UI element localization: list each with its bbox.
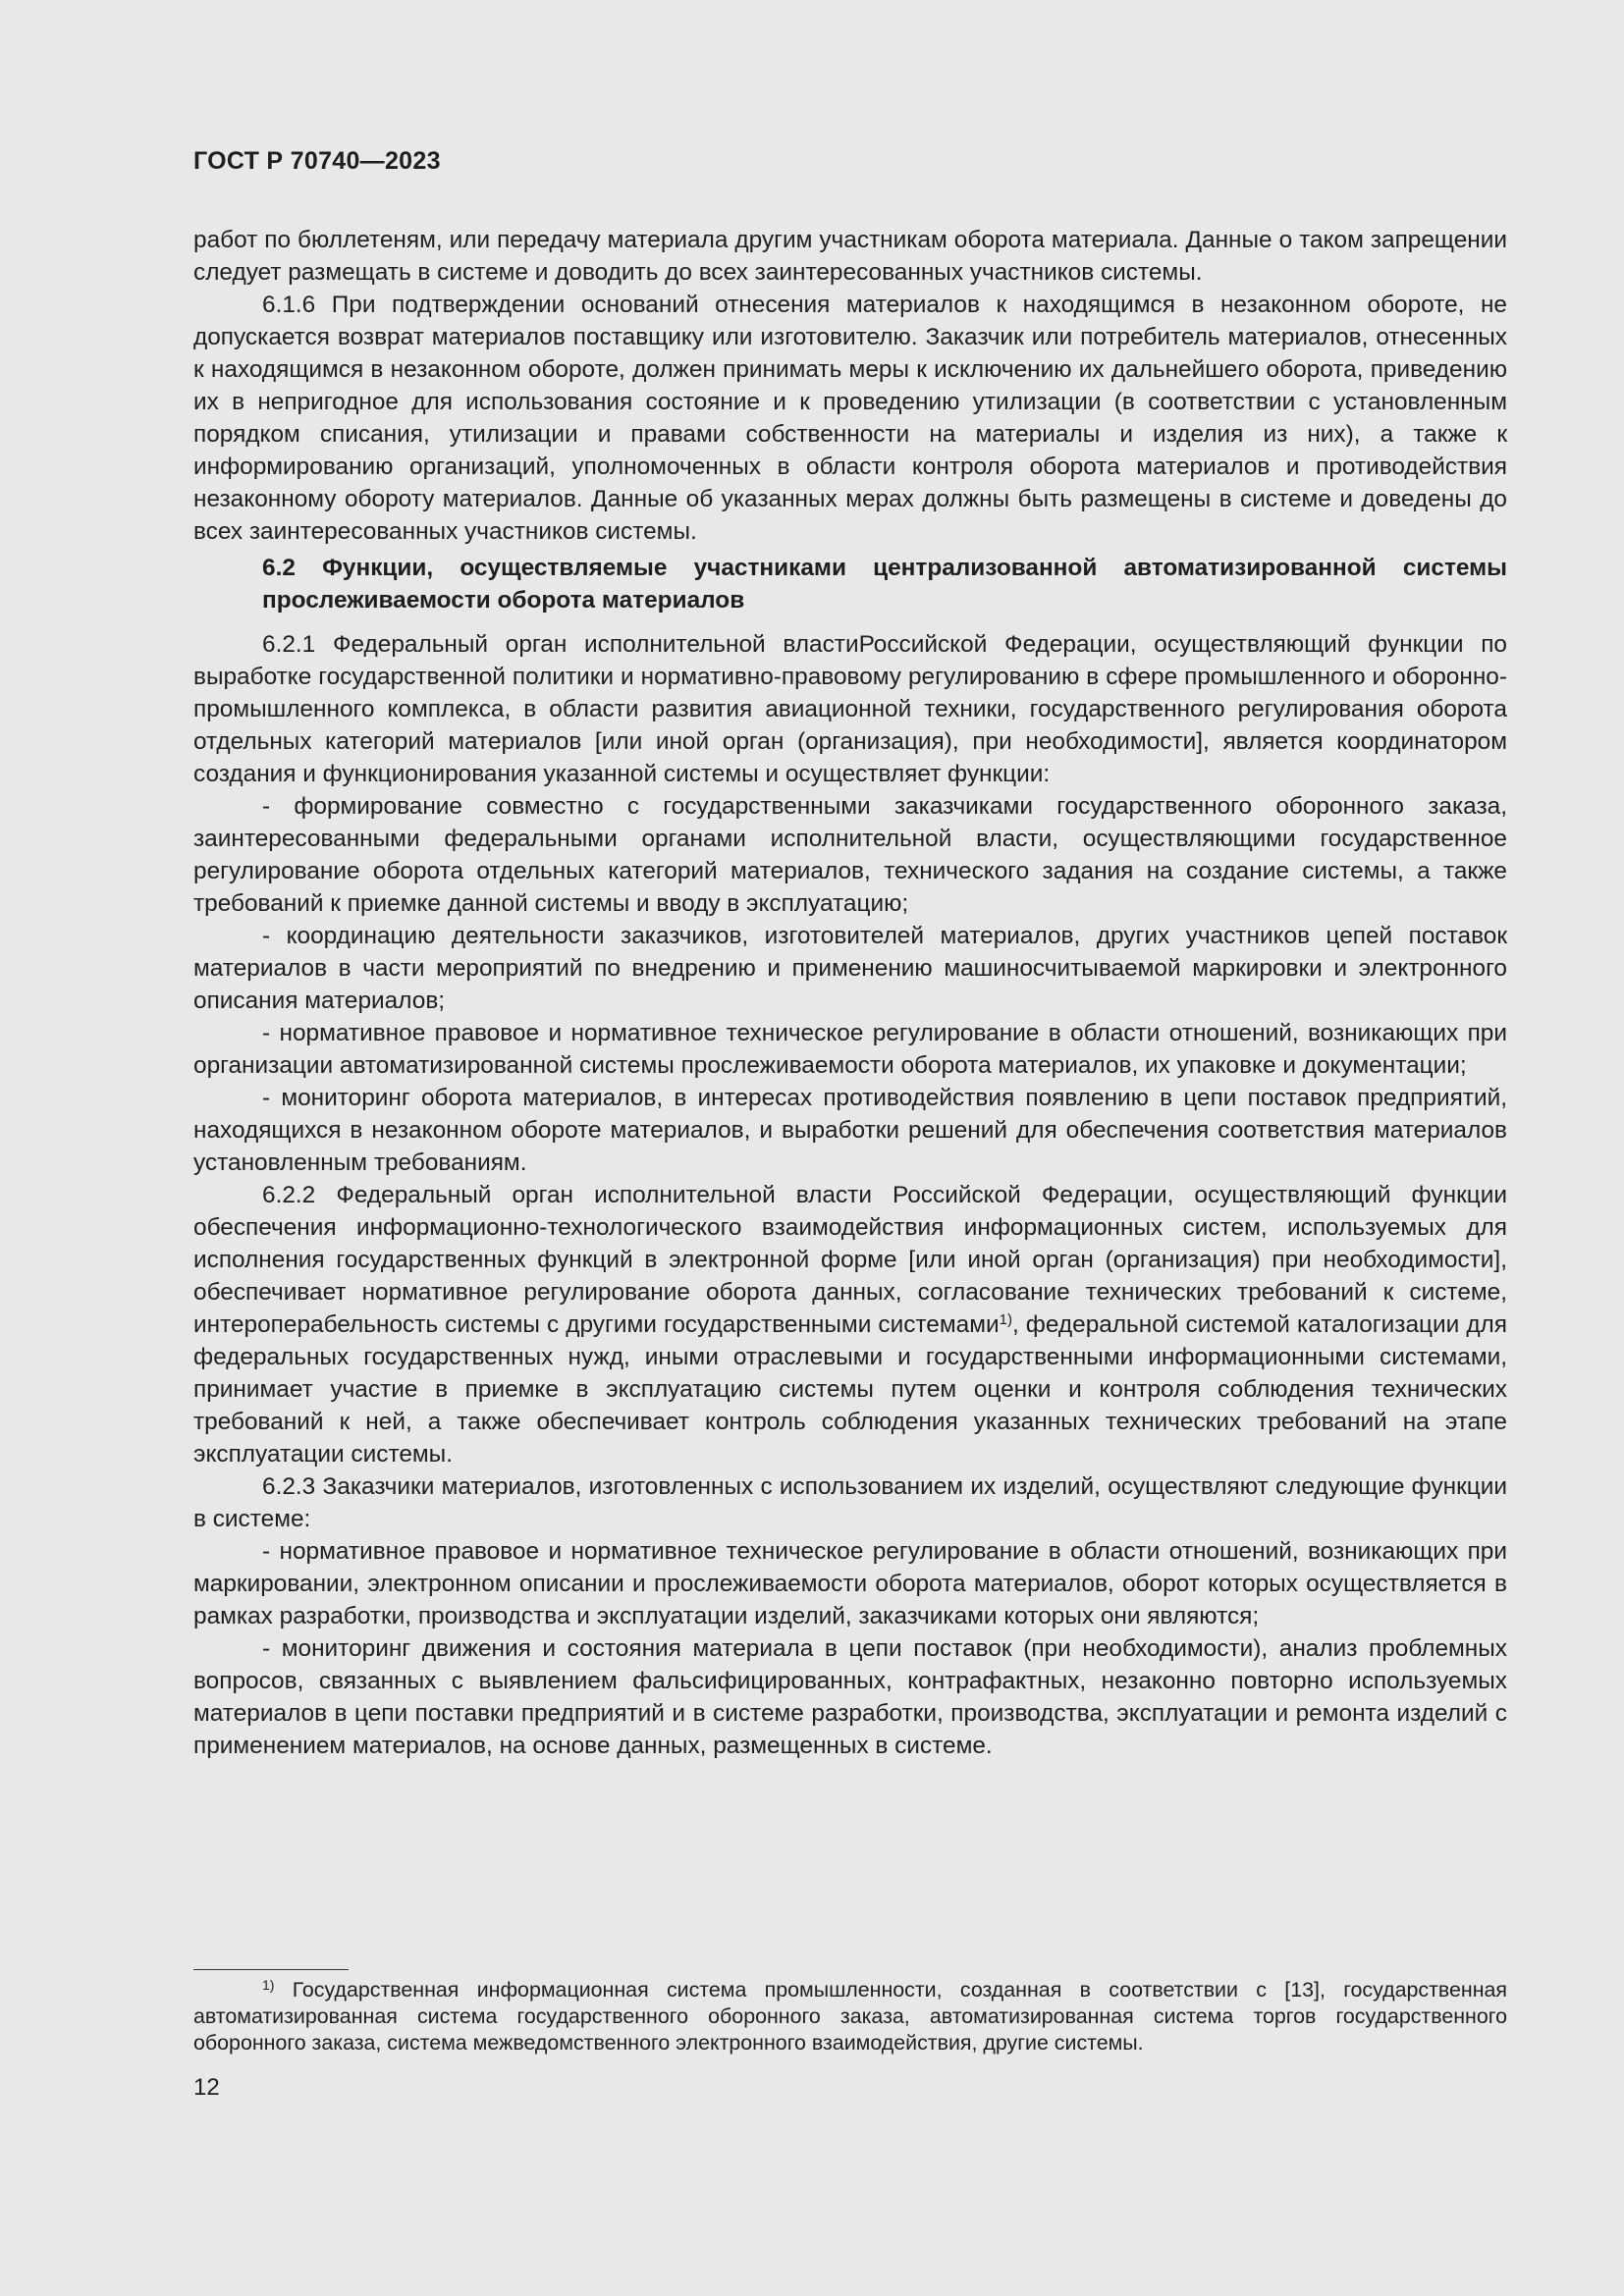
- paragraph-6-2-1: 6.2.1 Федеральный орган исполнительной властиРоссийской Федерации, осуществляющий функции по выработке государственной политики и нормативно-правовому регулированию в сфере промышленного и оборонно-промышленного комплекса, в области развития авиационной техники, государственного регулирования оборота отдельных категорий материалов [или иной орган (организация), при необходимости], является координатором создания и функционирования указанной системы и осуществляет функции:: [193, 631, 1507, 787]
- list-item: - формирование совместно с государственными заказчиками государственного оборонного заказа, заинтересованными федеральными органами исполнительной власти, осуществляющими государственное регулирование оборота отдельных категорий материалов, технического задания на создание системы, а также требований к приемке данной системы и вводу в эксплуатацию;: [193, 793, 1507, 917]
- footnote-reference: 1): [999, 1311, 1012, 1328]
- list-item: - координацию деятельности заказчиков, изготовителей материалов, других участников цепей поставок материалов в части мероприятий по внедрению и применению машиносчитываемой маркировки и электронного описания материалов;: [193, 923, 1507, 1014]
- list-item: - нормативное правовое и нормативное техническое регулирование в области отношений, возникающих при организации автоматизированной системы прослеживаемости оборота материалов, их упаковке и документации;: [193, 1020, 1507, 1079]
- paragraph-6-2-3: 6.2.3 Заказчики материалов, изготовленных с использованием их изделий, осуществляют следующие функции в системе:: [193, 1473, 1507, 1532]
- body-text: [193, 224, 1507, 1762]
- list-item: - нормативное правовое и нормативное техническое регулирование в области отношений, возникающих при маркировании, электронном описании и прослеживаемости оборота материалов, оборот которых осуществляется в рамках разработки, производства и эксплуатации изделий, заказчиками которых они являются;: [193, 1538, 1507, 1629]
- list-item: - мониторинг оборота материалов, в интересах противодействия появлению в цепи поставок предприятий, находящихся в незаконном обороте материалов, и выработки решений для обеспечения соответствия материалов установленным требованиям.: [193, 1085, 1507, 1176]
- footnote-divider: [193, 1969, 349, 1970]
- page-number: 12: [193, 2074, 220, 2101]
- footnote-mark: 1): [262, 1977, 275, 1993]
- footnote-text: Государственная информационная система промышленности, созданная в соответствии с [13], государственная автоматизированная система государственного оборонного заказа, автоматизированная система торгов государственного оборонного заказа, система межведомственного электронного взаимодействия, другие системы.: [193, 1978, 1507, 2055]
- paragraph-6-2-2: [193, 1179, 1507, 1470]
- document-header: ГОСТ Р 70740—2023: [193, 147, 441, 175]
- footnote: [193, 1977, 1507, 2056]
- section-heading-6-2: 6.2 Функции, осуществляемые участниками централизованной автоматизированной системы прослеживаемости оборота материалов: [262, 555, 1507, 614]
- paragraph-continuation: работ по бюллетеням, или передачу материала другим участникам оборота материала. Данные о таком запрещении следует размещать в системе и доводить до всех заинтересованных участников системы.: [193, 227, 1507, 286]
- paragraph-6-2-2-part1: 6.2.2 Федеральный орган исполнительной власти Российской Федерации, осуществляющий функции обеспечения информационно-технологического взаимодействия информационных систем, используемых для исполнения государственных функций в электронной форме [или иной орган (организация) при необходимости], обеспечивает нормативное регулирование оборота данных, согласование технических требований к системе, интероперабельность системы с другими государственными системами: [193, 1182, 1507, 1338]
- paragraph-6-1-6: 6.1.6 При подтверждении оснований отнесения материалов к находящимся в незаконном обороте, не допускается возврат материалов поставщику или изготовителю. Заказчик или потребитель материалов, отнесенных к находящимся в незаконном обороте, должен принимать меры к исключению их дальнейшего оборота, приведению их в непригодное для использования состояние и к проведению утилизации (в соответствии с установленным порядком списания, утилизации и правами собственности на материалы и изделия из них), а также к информированию организаций, уполномоченных в области контроля оборота материалов и противодействия незаконному обороту материалов. Данные об указанных мерах должны быть размещены в системе и доведены до всех заинтересованных участников системы.: [193, 292, 1507, 545]
- paragraph-6-2-2-part2: , федеральной системой каталогизации для федеральных государственных нужд, иными отраслевыми и государственными информационными системами, принимает участие в приемке в эксплуатацию системы путем оценки и контроля соблюдения технических требований к ней, а также обеспечивает контроль соблюдения указанных технических требований на этапе эксплуатации системы.: [193, 1311, 1507, 1468]
- list-item: - мониторинг движения и состояния материала в цепи поставок (при необходимости), анализ проблемных вопросов, связанных с выявлением фальсифицированных, контрафактных, незаконно повторно используемых материалов в цепи поставки предприятий и в системе разработки, производства, эксплуатации и ремонта изделий с применением материалов, на основе данных, размещенных в системе.: [193, 1635, 1507, 1759]
